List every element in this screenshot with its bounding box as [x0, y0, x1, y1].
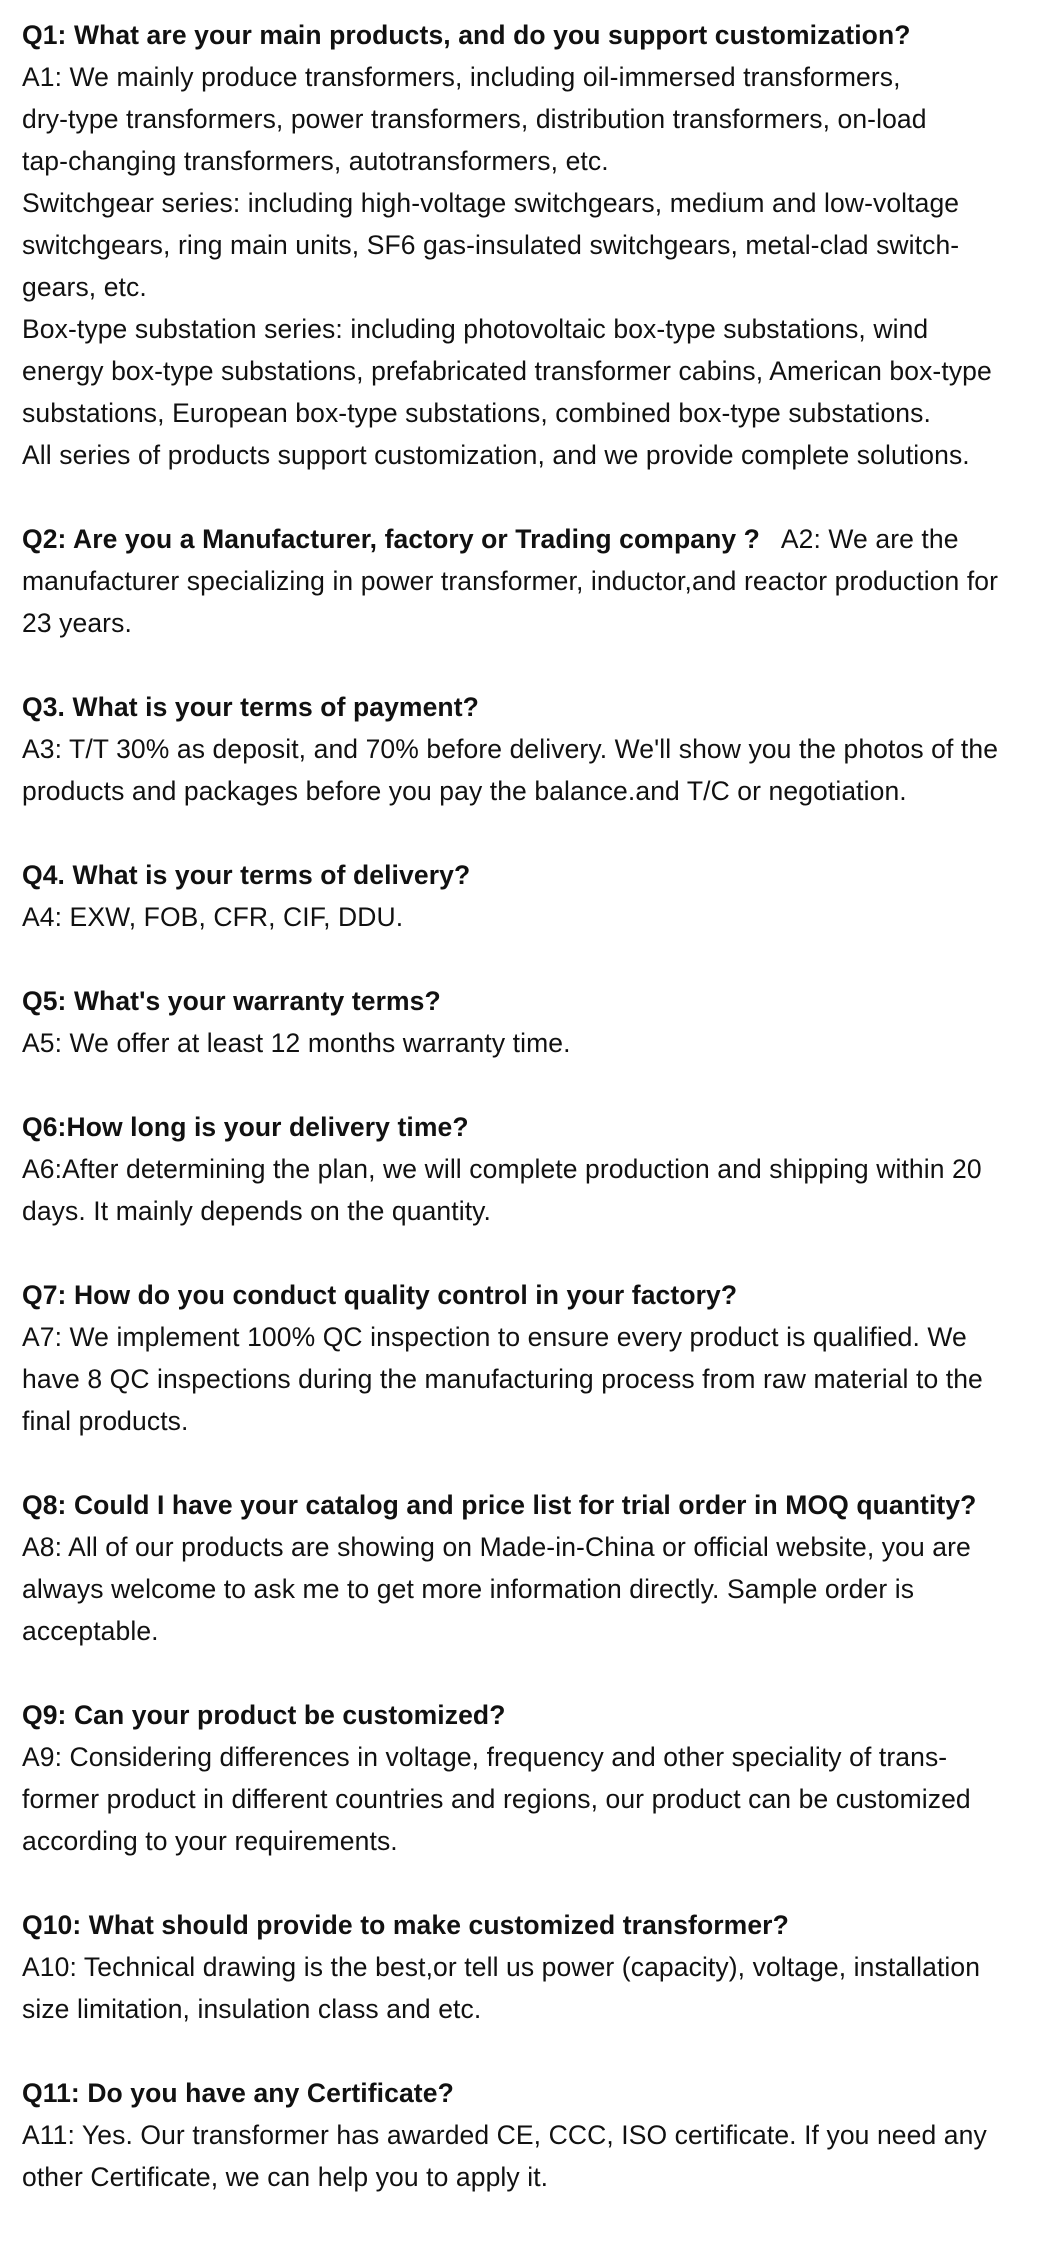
- question-q11: Q11: Do you have any Certificate?: [22, 2078, 454, 2108]
- answer-line: manufacturer specializing in power transformer, inductor,and reactor production for: [22, 566, 999, 596]
- answer-line: other Certificate, we can help you to apply it.: [22, 2162, 549, 2192]
- spacer: [22, 476, 1038, 518]
- answer-line: according to your requirements.: [22, 1826, 398, 1856]
- question-q10: Q10: What should provide to make customized transformer?: [22, 1910, 789, 1940]
- answer-line: gears, etc.: [22, 272, 147, 302]
- answer-line: A6:After determining the plan, we will complete production and shipping within 20: [22, 1154, 982, 1184]
- question-q7: Q7: How do you conduct quality control in your factory?: [22, 1280, 738, 1310]
- answer-line: products and packages before you pay the balance.and T/C or negotiation.: [22, 776, 907, 806]
- spacer: [22, 812, 1038, 854]
- answer-line: A5: We offer at least 12 months warranty time.: [22, 1028, 571, 1058]
- answer-line: Switchgear series: including high-voltage switchgears, medium and low-voltage: [22, 188, 960, 218]
- spacer: [22, 644, 1038, 686]
- question-q8: Q8: Could I have your catalog and price list for trial order in MOQ quantity?: [22, 1490, 977, 1520]
- answer-line: Box-type substation series: including photovoltaic box-type substations, wind: [22, 314, 929, 344]
- answer-line: have 8 QC inspections during the manufacturing process from raw material to the: [22, 1364, 983, 1394]
- answer-line: tap-changing transformers, autotransformers, etc.: [22, 146, 609, 176]
- question-q1: Q1: What are your main products, and do you support customization?: [22, 20, 911, 50]
- answer-line: A1: We mainly produce transformers, including oil-immersed transformers,: [22, 62, 901, 92]
- answer-line: A11: Yes. Our transformer has awarded CE, CCC, ISO certificate. If you need any: [22, 2120, 987, 2150]
- faq-item-q1: [22, 14, 1038, 476]
- question-q2: Q2: Are you a Manufacturer, factory or Trading company ?: [22, 524, 760, 554]
- question-line-q2: [22, 518, 1038, 560]
- faq-item-q10: [22, 1904, 1038, 2030]
- question-q3: Q3. What is your terms of payment?: [22, 692, 479, 722]
- answer-line: A7: We implement 100% QC inspection to ensure every product is qualified. We: [22, 1322, 967, 1352]
- answer-line: A3: T/T 30% as deposit, and 70% before delivery. We'll show you the photos of the: [22, 734, 999, 764]
- spacer: [22, 1652, 1038, 1694]
- answer-line: size limitation, insulation class and etc.: [22, 1994, 482, 2024]
- spacer: [22, 1442, 1038, 1484]
- faq-item-q3: [22, 686, 1038, 812]
- spacer: [22, 2030, 1038, 2072]
- answer-line: always welcome to ask me to get more information directly. Sample order is: [22, 1574, 915, 1604]
- answer-inline-q2: A2: We are the: [759, 524, 959, 554]
- answer-line: substations, European box-type substations, combined box-type substations.: [22, 398, 931, 428]
- spacer: [22, 1232, 1038, 1274]
- answer-line: 23 years.: [22, 608, 132, 638]
- faq-item-q2: [22, 518, 1038, 644]
- question-q4: Q4. What is your terms of delivery?: [22, 860, 471, 890]
- answer-line: A8: All of our products are showing on Made-in-China or official website, you are: [22, 1532, 971, 1562]
- answer-line: acceptable.: [22, 1616, 159, 1646]
- answer-line: energy box-type substations, prefabricated transformer cabins, American box-type: [22, 356, 992, 386]
- faq-item-q8: [22, 1484, 1038, 1652]
- answer-line: A9: Considering differences in voltage, frequency and other speciality of trans-: [22, 1742, 948, 1772]
- faq-item-q11: [22, 2072, 1038, 2198]
- question-q6: Q6:How long is your delivery time?: [22, 1112, 469, 1142]
- answer-line: dry-type transformers, power transformers, distribution transformers, on-load: [22, 104, 927, 134]
- faq-item-q7: [22, 1274, 1038, 1442]
- question-q9: Q9: Can your product be customized?: [22, 1700, 506, 1730]
- answer-line: final products.: [22, 1406, 189, 1436]
- faq-item-q6: [22, 1106, 1038, 1232]
- question-q5: Q5: What's your warranty terms?: [22, 986, 441, 1016]
- answer-line: All series of products support customization, and we provide complete solutions.: [22, 440, 970, 470]
- answer-line: A4: EXW, FOB, CFR, CIF, DDU.: [22, 902, 404, 932]
- answer-line: switchgears, ring main units, SF6 gas-insulated switchgears, metal-clad switch-: [22, 230, 960, 260]
- spacer: [22, 1862, 1038, 1904]
- answer-line: days. It mainly depends on the quantity.: [22, 1196, 492, 1226]
- faq-item-q4: [22, 854, 1038, 938]
- spacer: [22, 1064, 1038, 1106]
- faq-item-q9: [22, 1694, 1038, 1862]
- answer-line: former product in different countries and regions, our product can be customized: [22, 1784, 971, 1814]
- spacer: [22, 938, 1038, 980]
- faq-item-q5: [22, 980, 1038, 1064]
- answer-line: A10: Technical drawing is the best,or tell us power (capacity), voltage, installation: [22, 1952, 981, 1982]
